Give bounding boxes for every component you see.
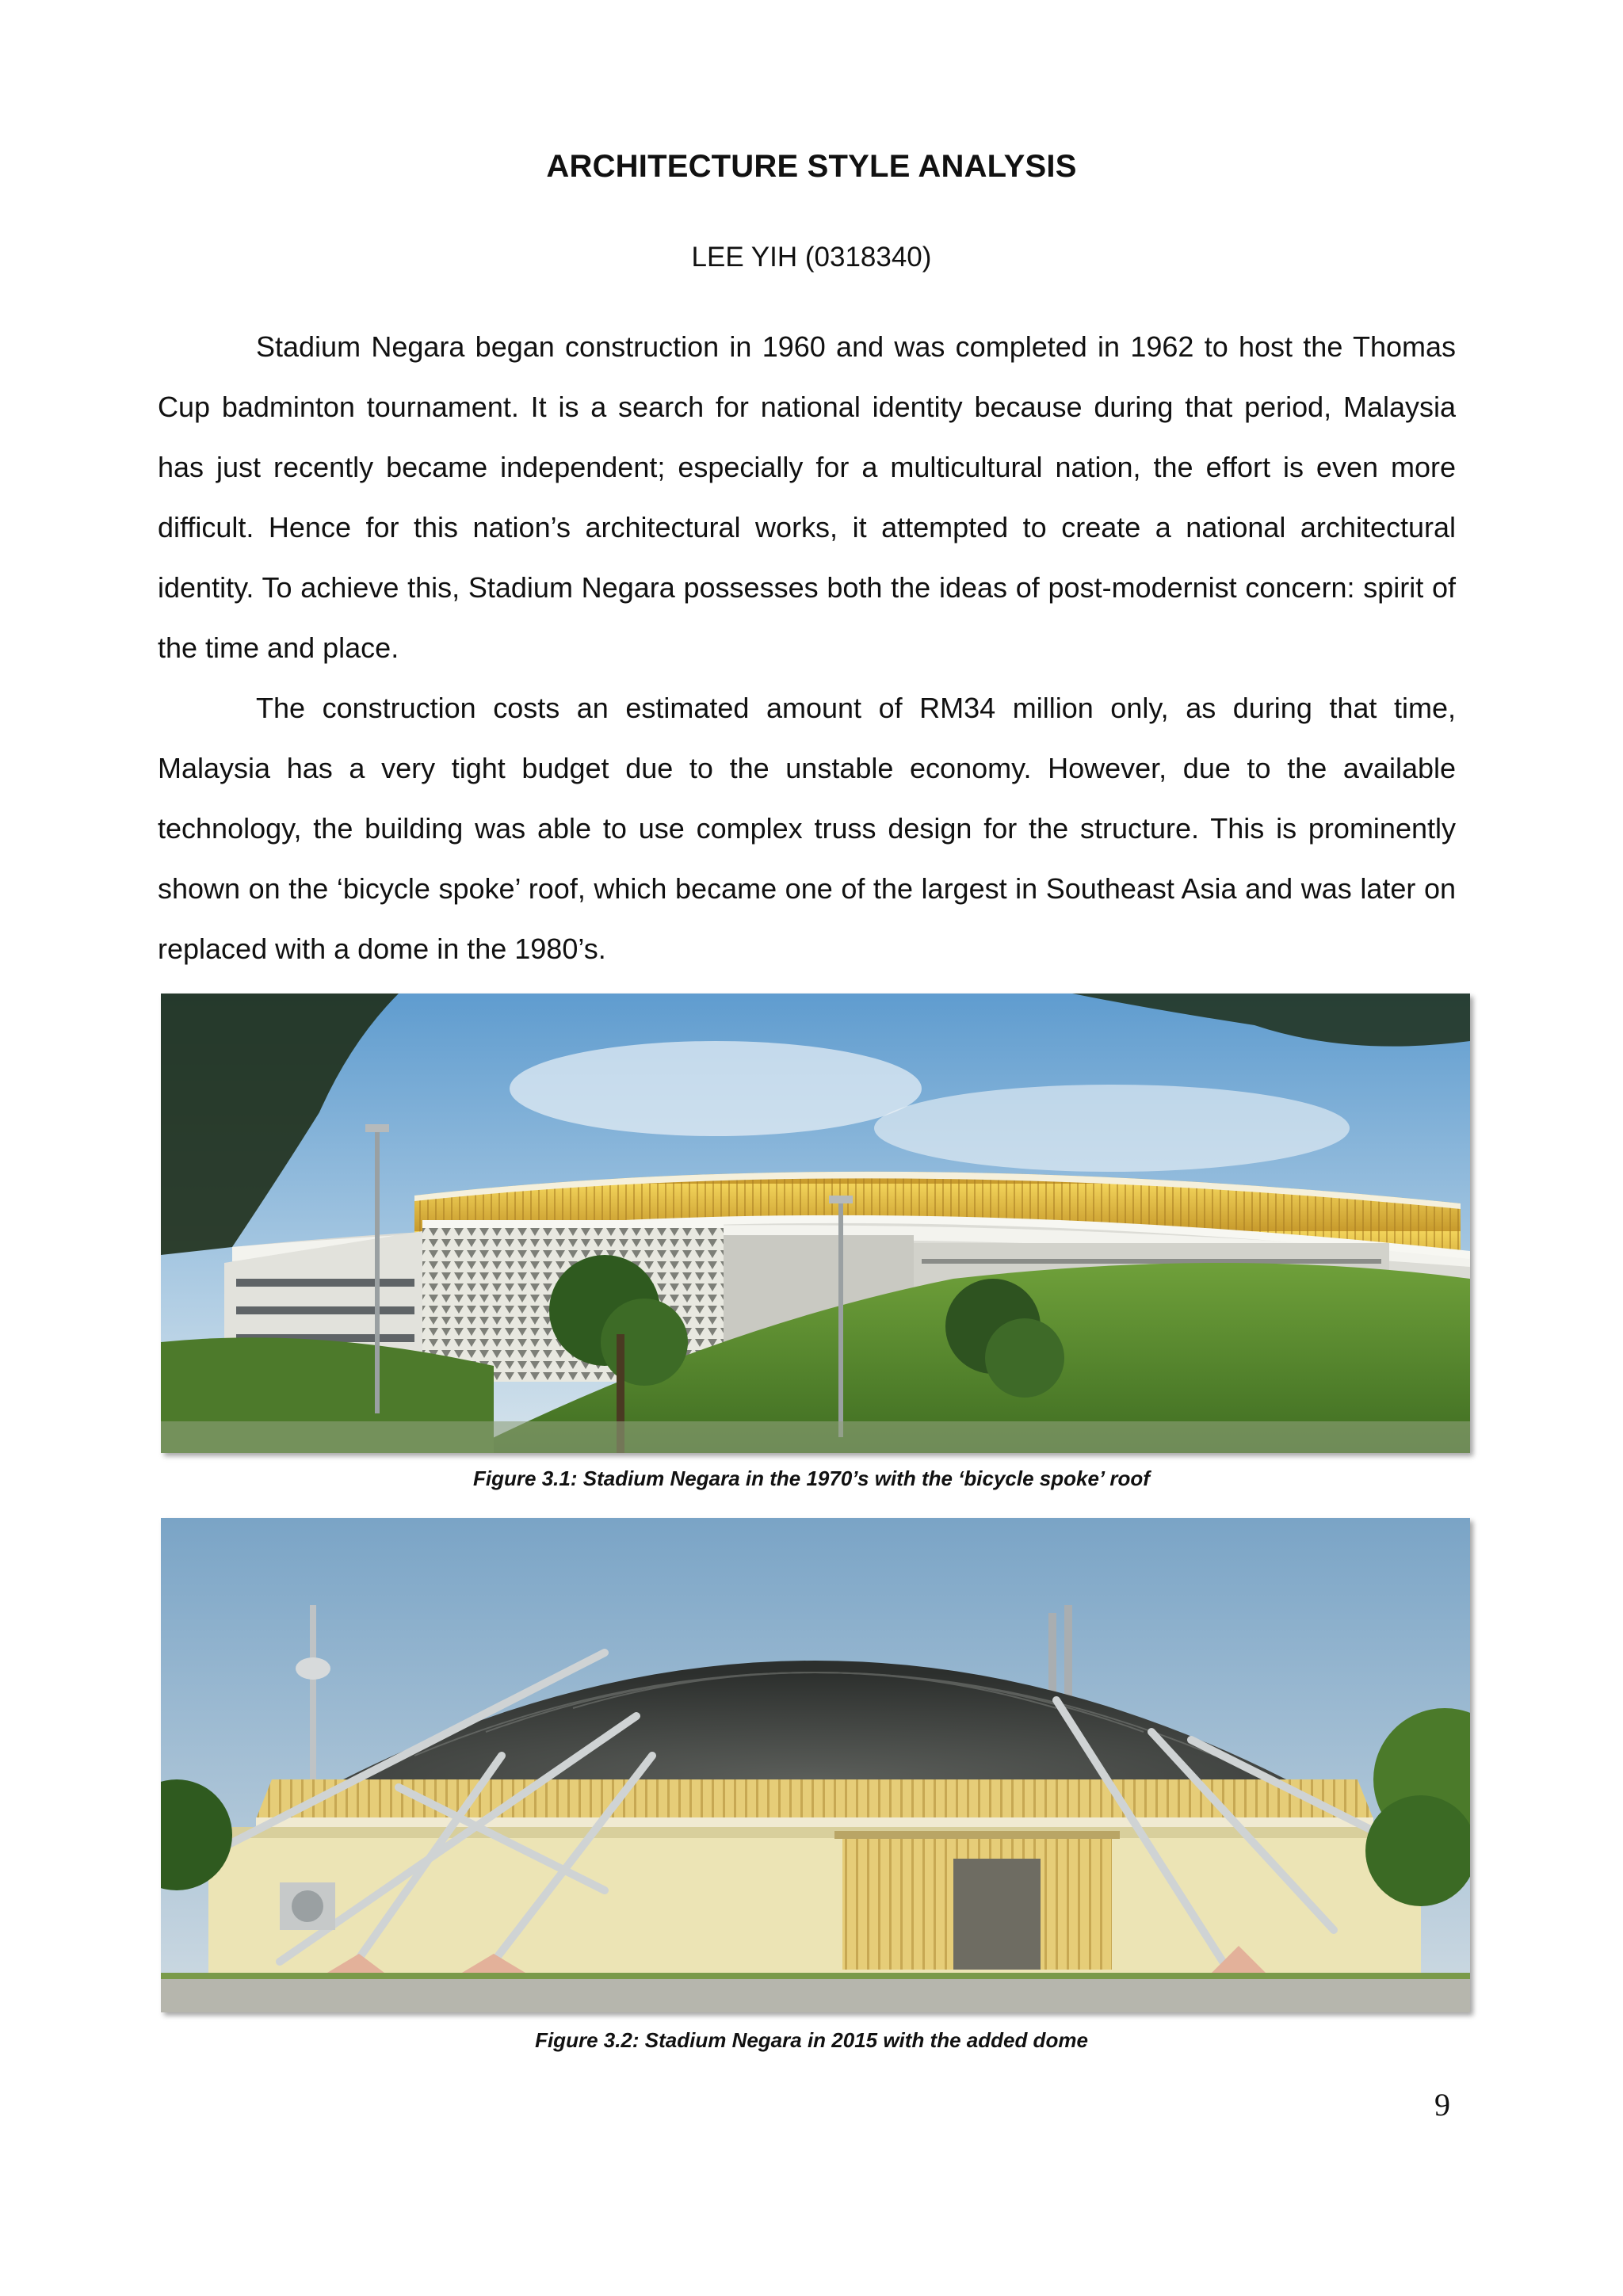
figure-stadium-2015-photo: [161, 1518, 1470, 2012]
paragraph-2: The construction costs an estimated amount of RM34 million only, as during that time, Malaysia has a very tight budget due to the unstable economy. However, due to the available technology, the building was able to use complex truss design for the structure. This is prominently shown on the ‘bicycle spoke’ roof, which became one of the largest in Southeast Asia and was later on replaced with a dome in the 1980’s.: [158, 692, 1456, 965]
author-line: LEE YIH (0318340): [691, 242, 932, 273]
page-title: ARCHITECTURE STYLE ANALYSIS: [546, 149, 1077, 184]
figure-3-1-caption: Figure 3.1: Stadium Negara in the 1970’s with the ‘bicycle spoke’ roof: [473, 1466, 1150, 1490]
page-number: 9: [1434, 2087, 1450, 2122]
figure-3-2-caption: Figure 3.2: Stadium Negara in 2015 with the added dome: [535, 2028, 1088, 2052]
figure-stadium-1970s-photo: [161, 994, 1470, 1453]
paragraph-1: Stadium Negara began construction in 1960 and was completed in 1962 to host the Thomas Cup badminton tournament. It is a search for national identity because during that period, Malaysia has just recently became independent; especially for a multicultural nation, the effort is even more difficult. Hence for this nation’s architectural works, it attempted to create a national architectural identity. To achieve this, Stadium Negara possesses both the ideas of post-modernist concern: spirit of the time and place.: [158, 330, 1456, 664]
body-text: [158, 317, 1456, 979]
stadium-1970s-illustration: [161, 994, 1470, 1453]
stadium-2015-illustration: [161, 1518, 1470, 2012]
